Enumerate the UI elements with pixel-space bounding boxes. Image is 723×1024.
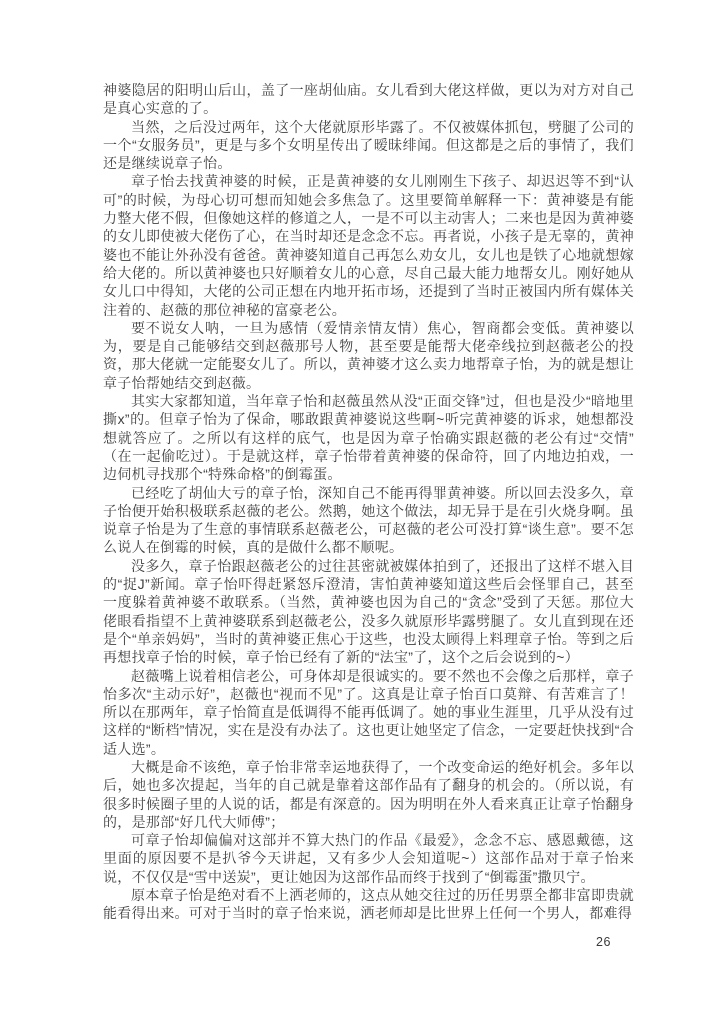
paragraph: 当然，之后没过两年，这个大佬就原形毕露了。不仅被媒体抓包，劈腿了公司的一个“女服务员”，更是与多个女明星传出了暧昧绯闻。但这都是之后的事情了，我们还是继续说章子怡。 — [103, 118, 634, 172]
paragraph: 其实大家都知道，当年章子怡和赵薇虽然从没“正面交锋”过，但也是没少“暗地里撕x”的。但章子怡为了保命，哪敢跟黄神婆说这些啊~听完黄神婆的诉求，她想都没想就答应了。之所以有这样的底气，也是因为章子怡确实跟赵薇的老公有过“交情”（在一起偷吃过）。于是就这样，章子怡带着黄神婆的保命符，回了内地边拍戏，一边伺机寻找那个“特殊命格”的倒霉蛋。 — [103, 393, 634, 483]
paragraph: 可章子怡却偏偏对这部并不算大热门的作品《最爱》，念念不忘、感恩戴德，这里面的原因要不是扒爷今天讲起，又有多少人会知道呢~）这部作品对于章子怡来说，不仅仅是“雪中送炭”，更让她因为这部作品而终于找到了“倒霉蛋”撒贝宁。 — [103, 832, 634, 885]
paragraph: 章子怡去找黄神婆的时候，正是黄神婆的女儿刚刚生下孩子、却迟迟等不到“认可”的时候，为母心切可想而知她会多焦急了。这里要简单解释一下：黄神婆是有能力整大佬不假，但像她这样的修道之人，一是不可以主动害人；二来也是因为黄神婆的女儿即使被大佬伤了心，在当时却还是念念不忘。再者说，小孩子是无辜的，黄神婆也不能让外孙没有爸爸。黄神婆知道自己再怎么劝女儿，女儿也是铁了心地就想嫁给大佬的。所以黄神婆也只好顺着女儿的心意，尽自己最大能力地帮女儿。刚好她从女儿口中得知，大佬的公司正想在内地开拓市场，还提到了当时正被国内所有媒体关注着的、赵薇的那位神秘的富豪老公。 — [103, 173, 634, 318]
paragraph: 神婆隐居的阳明山后山，盖了一座胡仙庙。女儿看到大佬这样做，更以为对方对自己是真心实意的了。 — [103, 82, 634, 117]
page-number: 26 — [596, 935, 611, 949]
paragraph: 没多久，章子怡跟赵薇老公的过往甚密就被媒体拍到了，还报出了这样不堪入目的“捉J”新闻。章子怡吓得赶紧怒斥澄清，害怕黄神婆知道这些后会怪罪自己，甚至一度躲着黄神婆不敢联系。（当然，黄神婆也因为自己的“贪念”受到了天惩。那位大佬眼看指望不上黄神婆联系到赵薇老公，没多久就原形毕露劈腿了。女儿直到现在还是个“单亲妈妈”，当时的黄神婆正焦心于这些，也没太顾得上料理章子怡。等到之后再想找章子怡的时候，章子怡已经有了新的“法宝”了，这个之后会说到的~） — [103, 557, 634, 666]
paragraph: 原本章子怡是绝对看不上洒老师的，这点从她交往过的历任男票全都非富即贵就能看得出来。可对于当时的章子怡来说，洒老师却是比世界上任何一个男人，都难得 — [103, 887, 634, 922]
body-text — [103, 81, 634, 923]
paragraph: 大概是命不该绝，章子怡非常幸运地获得了，一个改变命运的绝好机会。多年以后，她也多次提起，当年的自己就是靠着这部作品有了翻身的机会的。（所以说，有很多时候圈子里的人说的话，都是有深意的。因为明明在外人看来真正让章子怡翻身的，是那部“好几代大师傅”； — [103, 758, 634, 830]
paragraph: 赵薇嘴上说着相信老公，可身体却是很诚实的。要不然也不会像之后那样，章子怡多次“主动示好”，赵薇也“视而不见”了。这真是让章子怡百口莫辩、有苦难言了！所以在那两年，章子怡简直是低调得不能再低调了。她的事业生涯里，几乎从没有过这样的“断档”情况，实在是没有办法了。这也更让她坚定了信念，一定要赶快找到“合适人选”。 — [103, 667, 634, 757]
paragraph: 已经吃了胡仙大亏的章子怡，深知自己不能再得罪黄神婆。所以回去没多久，章子怡便开始积极联系赵薇的老公。然鹅，她这个做法，却无异于是在引火烧身啊。虽说章子怡是为了生意的事情联系赵薇老公，可赵薇的老公可没打算“谈生意”。要不怎么说人在倒霉的时候，真的是做什么都不顺呢。 — [103, 484, 634, 556]
paragraph: 要不说女人呐，一旦为感情（爱情亲情友情）焦心，智商都会变低。黄神婆以为，要是自己能够结交到赵薇那号人物，甚至要是能帮大佬牵线拉到赵薇老公的投资，那大佬就一定能娶女儿了。所以，黄神婆才这么卖力地帮章子怡，为的就是想让章子怡帮她结交到赵薇。 — [103, 319, 634, 391]
